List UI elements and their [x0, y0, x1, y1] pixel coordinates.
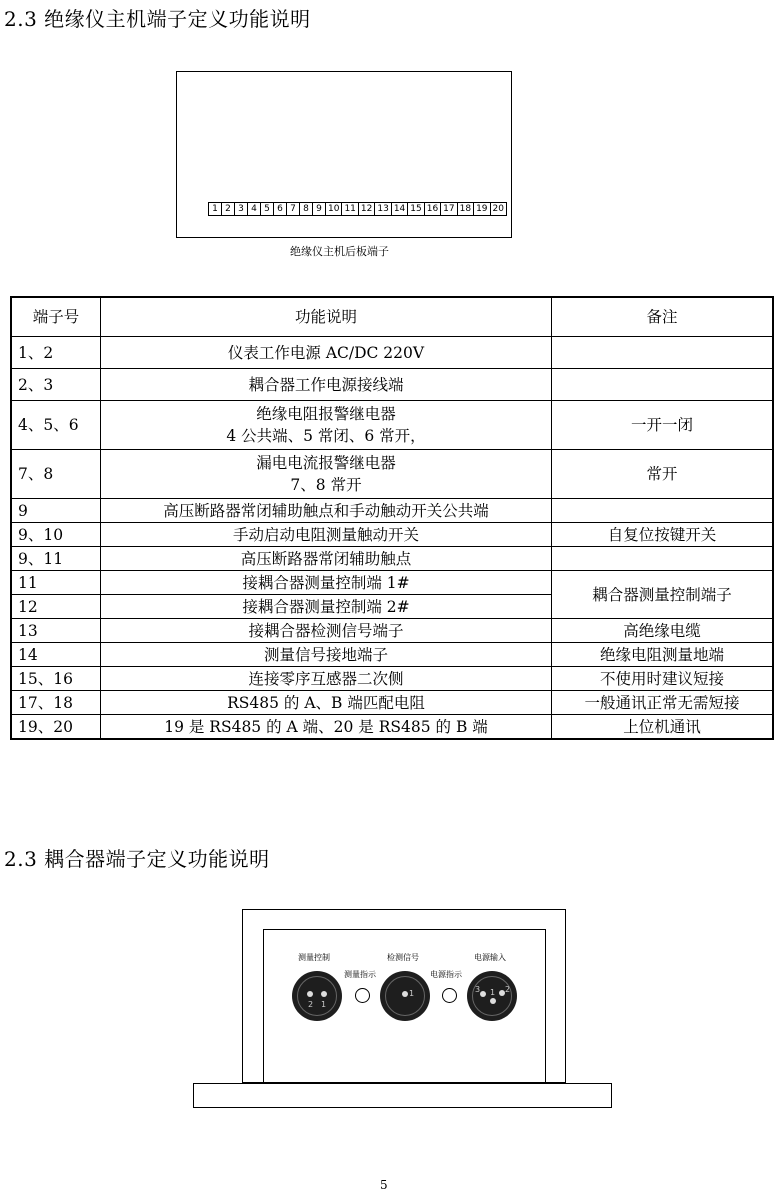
rear-panel-diagram — [176, 71, 512, 238]
table-row — [11, 715, 773, 740]
cell-function — [101, 450, 552, 499]
cell-function: 高压断路器常闭辅助触点 — [101, 547, 552, 571]
label-power-indicator: 电源指示 — [430, 970, 462, 979]
cell-note — [552, 499, 774, 523]
section-heading-host-terminals: 2.3 绝缘仪主机端子定义功能说明 — [4, 7, 311, 31]
cell-terminal: 9、11 — [11, 547, 101, 571]
terminal-number: 17 — [441, 203, 457, 215]
cell-note — [552, 547, 774, 571]
cell-terminal: 9、10 — [11, 523, 101, 547]
table-row — [11, 667, 773, 691]
table-row — [11, 369, 773, 401]
terminal-number: 9 — [313, 203, 326, 215]
cell-note: 上位机通讯 — [552, 715, 774, 740]
terminal-number: 5 — [261, 203, 274, 215]
cell-terminal: 11 — [11, 571, 101, 595]
terminal-number: 4 — [248, 203, 261, 215]
label-detect-signal: 检测信号 — [387, 953, 419, 962]
cell-terminal: 15、16 — [11, 667, 101, 691]
label-power-input: 电源输入 — [474, 953, 506, 962]
table-row — [11, 499, 773, 523]
table-row — [11, 547, 773, 571]
cell-function: 耦合器工作电源接线端 — [101, 369, 552, 401]
cell-function: 手动启动电阻测量触动开关 — [101, 523, 552, 547]
cell-note: 绝缘电阻测量地端 — [552, 643, 774, 667]
pin-label: 2 — [505, 985, 511, 994]
connector-pin — [321, 991, 327, 997]
page-number: 5 — [380, 1178, 388, 1192]
terminal-strip — [208, 202, 507, 216]
connector-pin — [402, 991, 408, 997]
cell-function-line: 绝缘电阻报警继电器 — [256, 405, 396, 423]
table-row — [11, 337, 773, 369]
terminal-number: 1 — [209, 203, 222, 215]
terminal-number: 2 — [222, 203, 235, 215]
cell-function: 高压断路器常闭辅助触点和手动触动开关公共端 — [101, 499, 552, 523]
table-row — [11, 523, 773, 547]
pin-label: 1 — [409, 989, 415, 998]
cell-function — [101, 401, 552, 450]
terminal-number: 19 — [474, 203, 490, 215]
cell-function: 接耦合器检测信号端子 — [101, 619, 552, 643]
pin-label: 2 — [308, 1000, 314, 1009]
cell-terminal: 19、20 — [11, 715, 101, 740]
cell-note: 一开一闭 — [552, 401, 774, 450]
detect-signal-connector — [380, 971, 430, 1021]
terminal-number: 16 — [425, 203, 441, 215]
cell-function: 仪表工作电源 AC/DC 220V — [101, 337, 552, 369]
pin-label: 1 — [321, 1000, 327, 1009]
coupler-base-plate — [193, 1083, 612, 1108]
cell-function-line: 4 公共端、5 常闭、6 常开， — [226, 427, 426, 445]
table-header-row — [11, 297, 773, 337]
pin-label: 3 — [475, 985, 481, 994]
cell-function: 测量信号接地端子 — [101, 643, 552, 667]
cell-note: 高绝缘电缆 — [552, 619, 774, 643]
cell-function: 19 是 RS485 的 A 端、20 是 RS485 的 B 端 — [101, 715, 552, 740]
cell-function: 连接零序互感器二次侧 — [101, 667, 552, 691]
terminal-number: 12 — [359, 203, 375, 215]
terminal-number: 11 — [342, 203, 358, 215]
table-row — [11, 643, 773, 667]
connector-pin — [490, 998, 496, 1004]
section-heading-coupler-terminals: 2.3 耦合器端子定义功能说明 — [4, 847, 270, 871]
terminal-number: 7 — [287, 203, 300, 215]
table-row — [11, 571, 773, 595]
terminal-definition-table — [10, 296, 774, 740]
terminal-number: 18 — [458, 203, 474, 215]
cell-function: 接耦合器测量控制端 1# — [101, 571, 552, 595]
cell-note — [552, 369, 774, 401]
terminal-number: 13 — [375, 203, 391, 215]
pin-label: 1 — [490, 988, 496, 997]
cell-terminal: 1、2 — [11, 337, 101, 369]
power-indicator-led — [442, 988, 457, 1003]
label-measure-control: 测量控制 — [298, 953, 330, 962]
header-function: 功能说明 — [101, 297, 552, 337]
cell-terminal: 12 — [11, 595, 101, 619]
terminal-number: 10 — [326, 203, 342, 215]
cell-note: 不使用时建议短接 — [552, 667, 774, 691]
measure-control-connector — [292, 971, 342, 1021]
terminal-number: 20 — [492, 204, 504, 214]
rear-panel-caption: 绝缘仪主机后板端子 — [290, 245, 389, 258]
terminal-number: 8 — [300, 203, 313, 215]
connector-ring — [297, 976, 337, 1016]
connector-pin — [307, 991, 313, 997]
connector-pin — [480, 991, 486, 997]
cell-note: 常开 — [552, 450, 774, 499]
cell-note: 一般通讯正常无需短接 — [552, 691, 774, 715]
table-row — [11, 401, 773, 450]
cell-terminal: 13 — [11, 619, 101, 643]
table-row — [11, 619, 773, 643]
table-row — [11, 691, 773, 715]
cell-note: 耦合器测量控制端子 — [552, 571, 774, 619]
cell-function: RS485 的 A、B 端匹配电阻 — [101, 691, 552, 715]
header-note: 备注 — [552, 297, 774, 337]
label-measure-indicator: 测量指示 — [344, 970, 376, 979]
cell-terminal: 14 — [11, 643, 101, 667]
terminal-number: 14 — [392, 203, 408, 215]
cell-note — [552, 337, 774, 369]
table-row — [11, 450, 773, 499]
cell-function-line: 7、8 常开 — [290, 476, 362, 494]
cell-terminal: 17、18 — [11, 691, 101, 715]
cell-function: 接耦合器测量控制端 2# — [101, 595, 552, 619]
cell-terminal: 7、8 — [11, 450, 101, 499]
cell-terminal: 2、3 — [11, 369, 101, 401]
terminal-number: 3 — [235, 203, 248, 215]
cell-note: 自复位按键开关 — [552, 523, 774, 547]
cell-terminal: 4、5、6 — [11, 401, 101, 450]
terminal-number: 6 — [274, 203, 287, 215]
header-terminal: 端子号 — [11, 297, 101, 337]
cell-terminal: 9 — [11, 499, 101, 523]
measure-indicator-led — [355, 988, 370, 1003]
terminal-number: 15 — [408, 203, 424, 215]
cell-function-line: 漏电电流报警继电器 — [256, 454, 396, 472]
power-input-connector — [467, 971, 517, 1021]
